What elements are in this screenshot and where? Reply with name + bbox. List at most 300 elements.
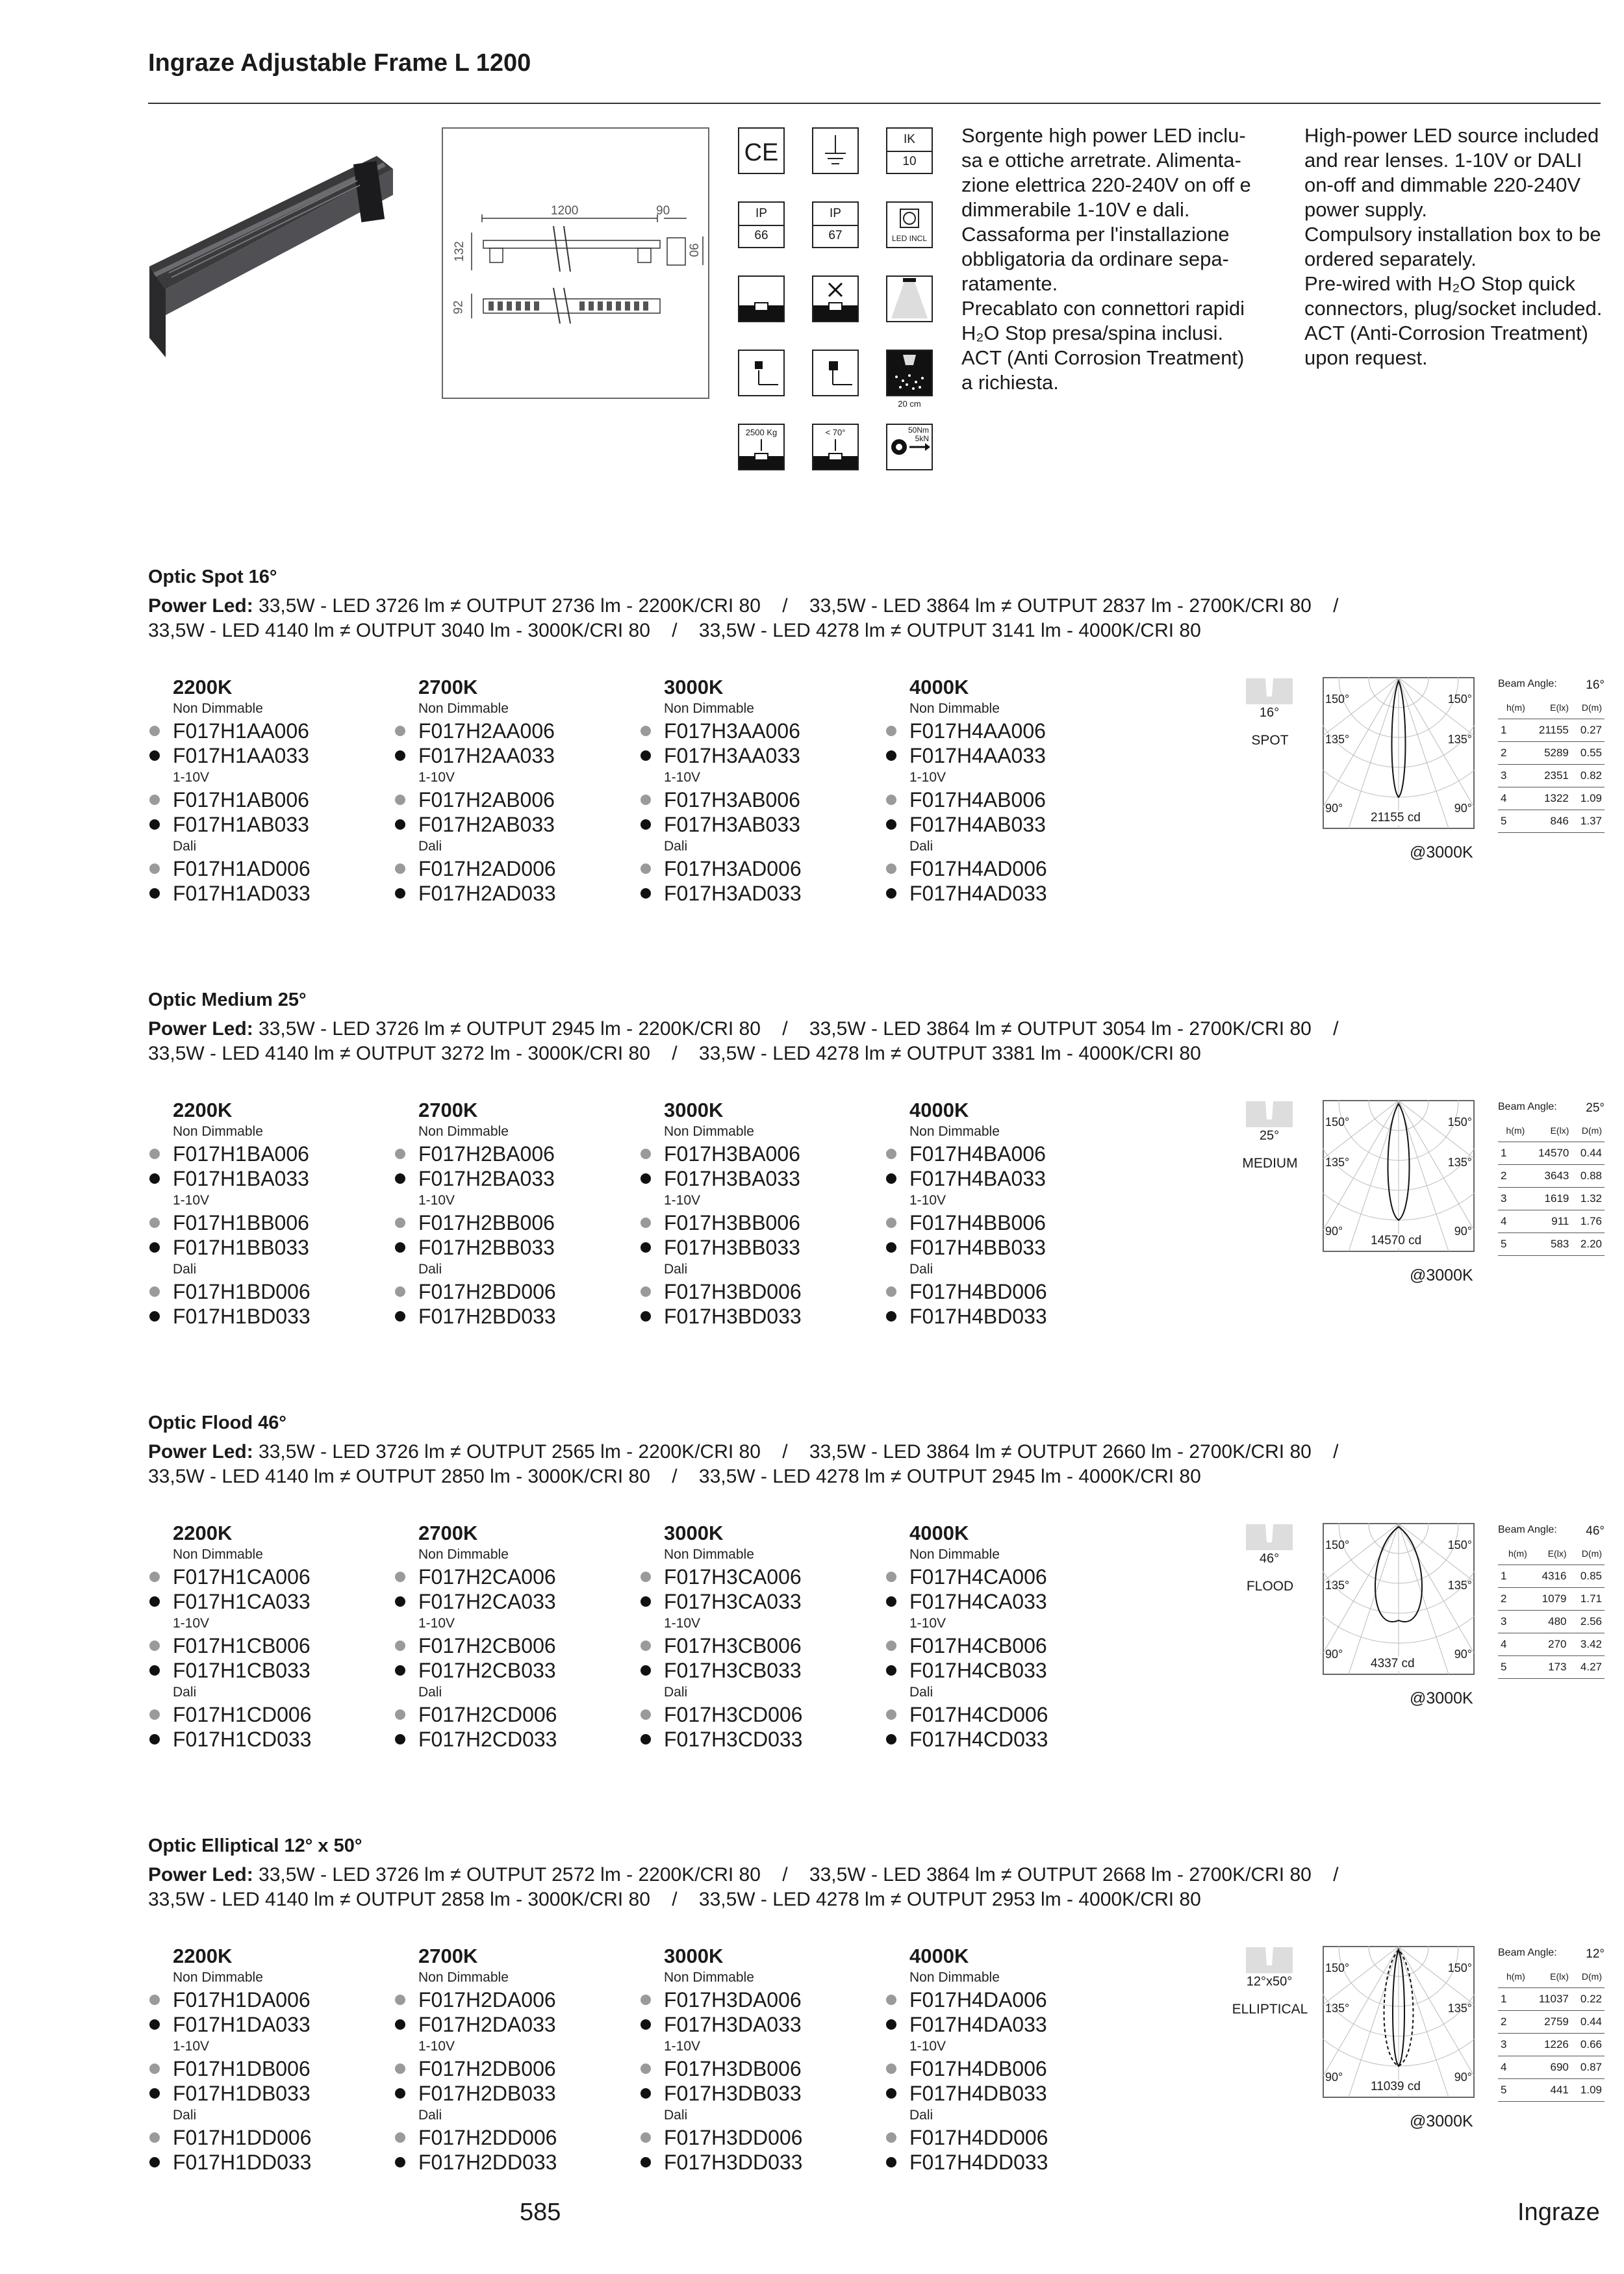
dimming-type: Dali: [418, 839, 442, 854]
grey-finish-dot-icon: [149, 863, 160, 874]
product-code-row: [885, 719, 1125, 743]
black-finish-dot-icon: [149, 1734, 160, 1744]
beam-table-cell: 3: [1498, 2034, 1528, 2056]
grey-finish-dot-icon: [886, 1641, 896, 1651]
beam-table: [1498, 1542, 1605, 1679]
product-code-row: [148, 1166, 388, 1191]
product-code-row: [394, 1210, 634, 1235]
grey-finish-dot-icon: [149, 726, 160, 736]
product-code: F017H3BA033: [664, 1167, 800, 1190]
beam-table-header-cell: E(lx): [1530, 1542, 1569, 1565]
beam-table-header: [1498, 678, 1605, 693]
product-code-row: [639, 1166, 880, 1191]
product-code-row: [639, 1987, 880, 2012]
beam-table-cell: 3: [1498, 1611, 1530, 1633]
product-code: F017H2CD006: [418, 1703, 557, 1726]
black-finish-dot-icon: [149, 1311, 160, 1322]
angle-150-left: 150°: [1325, 1961, 1350, 1974]
color-temp-reference: @3000K: [1410, 1689, 1473, 1707]
product-code-row: [148, 743, 388, 768]
beam-table-cell: 0.88: [1571, 1165, 1605, 1188]
angle-135-left: 135°: [1325, 733, 1350, 746]
product-code: F017H3AB033: [664, 813, 800, 836]
product-code: F017H4BA033: [909, 1167, 1046, 1190]
description-line: Pre-wired with H₂O Stop quick: [1304, 272, 1575, 295]
beam-table-cell: 2: [1498, 2011, 1528, 2034]
grey-finish-dot-icon: [395, 726, 405, 736]
product-code-row: [394, 2125, 634, 2150]
description-line: dimmerabile 1-10V e dali.: [961, 198, 1190, 221]
beam-table-cell: 480: [1530, 1611, 1569, 1633]
beam-table-cell: 2: [1498, 1165, 1527, 1188]
product-code-row: [639, 2125, 880, 2150]
product-code-row: [639, 1727, 880, 1752]
beam-table-cell: 14570: [1527, 1142, 1571, 1165]
product-code-row: [148, 2125, 388, 2150]
beam-table-cell: 0.44: [1571, 1142, 1605, 1165]
grey-finish-dot-icon: [886, 1995, 896, 2005]
product-code: F017H3AB006: [664, 788, 800, 811]
description-line: ACT (Anti Corrosion Treatment): [961, 346, 1245, 369]
dimming-type: Dali: [664, 2108, 688, 2123]
beam-table-cell: 4: [1498, 2056, 1528, 2079]
black-finish-dot-icon: [641, 2157, 651, 2167]
angle-150-left: 150°: [1325, 1539, 1350, 1552]
dimming-type: Non Dimmable: [173, 1970, 263, 1985]
recessed-install-icon: [738, 275, 785, 322]
beam-table-cell: 0.55: [1571, 742, 1605, 765]
grey-finish-dot-icon: [395, 1149, 405, 1159]
color-temperature: 2700K: [418, 676, 478, 698]
product-code: F017H1DD006: [173, 2126, 312, 2149]
angle-90-left: 90°: [1325, 1225, 1343, 1238]
product-code: F017H3AA006: [664, 719, 800, 743]
product-code: F017H4AD033: [909, 882, 1047, 905]
beam-data-table: [1498, 678, 1605, 833]
beam-table-head-row: [1498, 696, 1605, 719]
black-finish-dot-icon: [641, 1173, 651, 1184]
dimming-type: Dali: [664, 839, 688, 854]
beam-table-header: [1498, 1947, 1605, 1961]
product-code-row: [639, 1633, 880, 1658]
black-finish-dot-icon: [886, 1173, 896, 1184]
beam-table-cell: 0.82: [1571, 765, 1605, 787]
beam-table-cell: 1: [1498, 1565, 1530, 1588]
power-label: Power Led:: [148, 1018, 253, 1040]
black-finish-dot-icon: [886, 1311, 896, 1322]
dimming-type: 1-10V: [909, 770, 946, 785]
product-code-column: [885, 1522, 1125, 1752]
dimming-type: 1-10V: [909, 1193, 946, 1208]
grey-finish-dot-icon: [149, 1709, 160, 1720]
color-temperature: 4000K: [909, 676, 969, 698]
product-code-row: [394, 1702, 634, 1727]
surface-temperature-icon: < 70°: [812, 424, 859, 470]
product-code: F017H3DA006: [664, 1988, 802, 2012]
grey-finish-dot-icon: [149, 1286, 160, 1297]
product-code-row: [148, 1565, 388, 1589]
description-line: Compulsory installation box to be: [1304, 223, 1601, 246]
beam-table-cell: 4: [1498, 1633, 1530, 1656]
product-code-column: [639, 1945, 880, 2175]
dimming-type: 1-10V: [909, 1616, 946, 1631]
black-finish-dot-icon: [395, 1173, 405, 1184]
product-code: F017H2BB006: [418, 1211, 555, 1234]
product-code-column: [639, 1522, 880, 1752]
product-code-row: [394, 1235, 634, 1260]
product-code-row: [148, 856, 388, 881]
color-temperature: 2700K: [418, 1945, 478, 1967]
product-code: F017H3DD006: [664, 2126, 803, 2149]
angle-90-left: 90°: [1325, 1648, 1343, 1661]
black-finish-dot-icon: [149, 1173, 160, 1184]
beam-table-cell: 3643: [1527, 1165, 1571, 1188]
product-code-row: [148, 2081, 388, 2106]
description-line: a richiesta.: [961, 371, 1059, 394]
beam-table-cell: 5: [1498, 2079, 1528, 2102]
beam-table-cell: 0.22: [1571, 1988, 1605, 2011]
grey-finish-dot-icon: [395, 2063, 405, 2074]
power-led-spec: [148, 1863, 1610, 1912]
product-code-column: [394, 1099, 634, 1329]
product-code: F017H3DD033: [664, 2151, 803, 2174]
grey-finish-dot-icon: [641, 726, 651, 736]
description-line: Cassaforma per l'installazione: [961, 223, 1230, 246]
ce-mark-icon: CE: [738, 127, 785, 174]
product-code: F017H4BD006: [909, 1280, 1047, 1303]
black-finish-dot-icon: [395, 1734, 405, 1744]
ip66-rating-icon: IP 66: [738, 201, 785, 248]
description-line: High-power LED source included: [1304, 124, 1599, 147]
beam-data-table: [1498, 1947, 1605, 2102]
peak-intensity-label: 14570 cd: [1371, 1234, 1422, 1247]
product-code-row: [885, 2012, 1125, 2037]
dimming-type: Non Dimmable: [418, 1547, 509, 1562]
angle-150-right: 150°: [1447, 1961, 1472, 1974]
grey-finish-dot-icon: [149, 795, 160, 805]
product-code-row: [148, 2056, 388, 2081]
product-code: F017H4AD006: [909, 857, 1047, 880]
angle-90-right: 90°: [1454, 1225, 1472, 1238]
dimming-type: 1-10V: [173, 770, 210, 785]
dimming-type: Dali: [909, 839, 933, 854]
beam-angle-value: 16°: [1586, 678, 1605, 692]
product-code-row: [394, 1658, 634, 1683]
ip67-rating-icon: IP 67: [812, 201, 859, 248]
grey-finish-dot-icon: [149, 1218, 160, 1228]
product-code: F017H4CD033: [909, 1728, 1048, 1751]
beam-table: [1498, 696, 1605, 833]
product-code-row: [394, 743, 634, 768]
dimming-type: Non Dimmable: [418, 1124, 509, 1139]
product-code: F017H1AB006: [173, 788, 309, 811]
product-code: F017H4DA033: [909, 2013, 1047, 2036]
product-code: F017H1DA033: [173, 2013, 311, 2036]
product-code: F017H2AA033: [418, 744, 555, 767]
product-code: F017H4CA006: [909, 1565, 1047, 1589]
dimming-type: 1-10V: [173, 1616, 210, 1631]
angle-150-right: 150°: [1447, 1539, 1472, 1552]
color-temperature: 2700K: [418, 1522, 478, 1544]
beam-table-row: [1498, 1165, 1605, 1188]
beam-table-cell: 0.66: [1571, 2034, 1605, 2056]
angle-90-right: 90°: [1454, 802, 1472, 815]
power-line-1-text: 33,5W - LED 3726 lm ≠ OUTPUT 2565 lm - 2200K/CRI 80 / 33,5W - LED 3864 lm ≠ OUTPUT 2660 lm - 2700K/CRI 80 /: [253, 1441, 1339, 1463]
beam-table-cell: 5: [1498, 1656, 1530, 1679]
angle-150-left: 150°: [1325, 1116, 1350, 1129]
product-code-row: [148, 1142, 388, 1166]
beam-table-cell: 1: [1498, 1988, 1528, 2011]
page-title: Ingraze Adjustable Frame L 1200: [148, 49, 531, 77]
grey-finish-dot-icon: [395, 1641, 405, 1651]
grey-finish-dot-icon: [886, 2063, 896, 2074]
product-code-row: [885, 1727, 1125, 1752]
beam-table-cell: 2.20: [1571, 1233, 1605, 1256]
description-line: ordered separately.: [1304, 248, 1477, 270]
beam-table-row: [1498, 2056, 1605, 2079]
product-code: F017H2DB033: [418, 2082, 556, 2105]
product-code-row: [885, 1304, 1125, 1329]
grey-finish-dot-icon: [886, 1149, 896, 1159]
product-image: [143, 143, 403, 357]
beam-angle-value: 46°: [1586, 1524, 1605, 1538]
product-code-row: [639, 2056, 880, 2081]
grey-finish-dot-icon: [395, 1995, 405, 2005]
black-finish-dot-icon: [149, 1242, 160, 1253]
dimming-type: Dali: [418, 1685, 442, 1700]
black-finish-dot-icon: [641, 819, 651, 830]
power-line-2: 33,5W - LED 4140 lm ≠ OUTPUT 2858 lm - 3000K/CRI 80 / 33,5W - LED 4278 lm ≠ OUTPUT 2953 lm - 4000K/CRI 80: [148, 1889, 1201, 1910]
dimming-type: Non Dimmable: [664, 1124, 754, 1139]
dimming-type: Dali: [664, 1685, 688, 1700]
beam-table-cell: 0.85: [1569, 1565, 1605, 1588]
beam-table-row: [1498, 1188, 1605, 1210]
black-finish-dot-icon: [395, 819, 405, 830]
product-code: F017H1CD006: [173, 1703, 312, 1726]
product-code-row: [885, 2081, 1125, 2106]
beam-table-header-cell: h(m): [1498, 696, 1528, 719]
product-code: F017H4DB006: [909, 2057, 1047, 2080]
product-code-row: [885, 2056, 1125, 2081]
product-code-row: [394, 1589, 634, 1614]
product-code: F017H2DA006: [418, 1988, 556, 2012]
beam-table-cell: 3.42: [1569, 1633, 1605, 1656]
product-code-row: [885, 1702, 1125, 1727]
dimming-type: Non Dimmable: [418, 701, 509, 716]
grey-finish-dot-icon: [149, 1995, 160, 2005]
peak-intensity-label: 4337 cd: [1371, 1657, 1415, 1670]
product-code: F017H1BA006: [173, 1142, 309, 1166]
power-line-1: [148, 1017, 1610, 1041]
product-code-row: [394, 856, 634, 881]
product-code-column: [885, 676, 1125, 906]
product-code: F017H1CA033: [173, 1590, 311, 1613]
dimming-type: 1-10V: [173, 1193, 210, 1208]
product-code-row: [148, 1987, 388, 2012]
dimming-type: Non Dimmable: [173, 1124, 263, 1139]
product-code: F017H4DD033: [909, 2151, 1048, 2174]
beam-angle-label: 25°: [1259, 1129, 1280, 1143]
beam-table-cell: 3: [1498, 765, 1528, 787]
black-finish-dot-icon: [641, 2088, 651, 2099]
grey-finish-dot-icon: [641, 2063, 651, 2074]
beam-table-cell: 1322: [1528, 787, 1571, 810]
no-cover-install-icon: [812, 275, 859, 322]
black-finish-dot-icon: [886, 2019, 896, 2030]
black-finish-dot-icon: [886, 1242, 896, 1253]
beam-table-cell: 1226: [1528, 2034, 1571, 2056]
product-code-row: [639, 743, 880, 768]
product-code-row: [148, 787, 388, 812]
beam-table-header-cell: E(lx): [1527, 1119, 1571, 1142]
dimension-drawing: [443, 129, 708, 398]
grey-finish-dot-icon: [641, 1995, 651, 2005]
description-line: Sorgente high power LED inclu-: [961, 124, 1246, 147]
beam-table-cell: 2: [1498, 1588, 1530, 1611]
black-finish-dot-icon: [641, 1242, 651, 1253]
product-code-row: [394, 1166, 634, 1191]
title-divider: [148, 103, 1601, 104]
grey-finish-dot-icon: [149, 2132, 160, 2143]
black-finish-dot-icon: [149, 888, 160, 899]
product-code: F017H4AA033: [909, 744, 1046, 767]
dimming-type: Non Dimmable: [664, 1547, 754, 1562]
grey-finish-dot-icon: [641, 795, 651, 805]
beam-table-cell: 1: [1498, 1142, 1527, 1165]
product-code-row: [639, 1142, 880, 1166]
product-code: F017H4DD006: [909, 2126, 1048, 2149]
beam-table-header-cell: E(lx): [1528, 696, 1571, 719]
product-code: F017H2AB006: [418, 788, 555, 811]
beam-table-cell: 4: [1498, 787, 1528, 810]
beam-table-header-cell: E(lx): [1528, 1965, 1571, 1988]
color-temp-reference: @3000K: [1410, 843, 1473, 862]
black-finish-dot-icon: [641, 1311, 651, 1322]
walkover-distance-icon: [886, 350, 933, 396]
beam-angle-title: Beam Angle:: [1498, 1101, 1557, 1112]
beam-data-table: [1498, 1524, 1605, 1679]
product-code-row: [639, 881, 880, 906]
grey-finish-dot-icon: [886, 1709, 896, 1720]
product-code-row: [148, 1702, 388, 1727]
beam-table-row: [1498, 1210, 1605, 1233]
angle-150-left: 150°: [1325, 693, 1350, 706]
dimming-type: Dali: [173, 1685, 197, 1700]
black-finish-dot-icon: [395, 1242, 405, 1253]
product-code-row: [148, 719, 388, 743]
product-code-column: [394, 676, 634, 906]
beam-angle-icon: [1246, 1101, 1293, 1148]
dimming-type: Dali: [173, 2108, 197, 2123]
beam-table: [1498, 1965, 1605, 2102]
beam-table-cell: 846: [1528, 810, 1571, 833]
product-code-row: [148, 2012, 388, 2037]
product-code: F017H2DD033: [418, 2151, 557, 2174]
product-code-row: [885, 1142, 1125, 1166]
beam-type-label: FLOOD: [1246, 1579, 1294, 1594]
product-code: F017H1DD033: [173, 2151, 312, 2174]
grey-finish-dot-icon: [395, 1709, 405, 1720]
product-code: F017H4BB033: [909, 1236, 1046, 1259]
beam-table-cell: 4: [1498, 1210, 1527, 1233]
product-code: F017H3BD006: [664, 1280, 802, 1303]
product-code-row: [394, 2056, 634, 2081]
peak-intensity-label: 21155 cd: [1371, 811, 1421, 824]
product-code-row: [885, 1589, 1125, 1614]
grey-finish-dot-icon: [886, 1218, 896, 1228]
angle-135-right: 135°: [1447, 1156, 1472, 1169]
grey-finish-dot-icon: [641, 1641, 651, 1651]
ground-symbol-icon: [812, 127, 859, 174]
product-code: F017H3AD033: [664, 882, 802, 905]
product-code: F017H1CB006: [173, 1634, 311, 1657]
grey-finish-dot-icon: [641, 1218, 651, 1228]
grey-finish-dot-icon: [395, 1572, 405, 1582]
dimming-type: Dali: [418, 1262, 442, 1277]
power-led-spec: [148, 1017, 1610, 1066]
product-code-row: [639, 2081, 880, 2106]
beam-angle-value: 25°: [1586, 1101, 1605, 1115]
beam-table-row: [1498, 1233, 1605, 1256]
product-code-row: [394, 812, 634, 837]
product-code: F017H1BB033: [173, 1236, 309, 1259]
power-line-1: [148, 1440, 1610, 1464]
product-code-row: [639, 1589, 880, 1614]
product-code-row: [639, 1565, 880, 1589]
angle-135-left: 135°: [1325, 1579, 1350, 1592]
description-line: sa e ottiche arretrate. Alimenta-: [961, 149, 1241, 172]
power-line-2: 33,5W - LED 4140 lm ≠ OUTPUT 3272 lm - 3000K/CRI 80 / 33,5W - LED 4278 lm ≠ OUTPUT 3381 lm - 4000K/CRI 80: [148, 1043, 1201, 1064]
power-label: Power Led:: [148, 1864, 253, 1885]
product-code: F017H3CA033: [664, 1590, 802, 1613]
product-code-row: [639, 1235, 880, 1260]
black-finish-dot-icon: [395, 1311, 405, 1322]
beam-angle-label: 46°: [1259, 1552, 1280, 1566]
light-direction-icon: [886, 275, 933, 322]
product-code: F017H4AA006: [909, 719, 1046, 743]
product-code-row: [394, 1279, 634, 1304]
product-code: F017H4CB033: [909, 1659, 1047, 1682]
product-code-row: [394, 881, 634, 906]
product-code-row: [639, 1210, 880, 1235]
beam-table-cell: 3: [1498, 1188, 1527, 1210]
beam-table-header-cell: h(m): [1498, 1965, 1528, 1988]
product-code: F017H1CB033: [173, 1659, 311, 1682]
product-code-row: [885, 2150, 1125, 2175]
product-code: F017H3CA006: [664, 1565, 802, 1589]
product-code: F017H1BB006: [173, 1211, 309, 1234]
black-finish-dot-icon: [395, 750, 405, 761]
description-line: H₂O Stop presa/spina inclusi.: [961, 322, 1224, 344]
product-code-row: [885, 812, 1125, 837]
dimming-type: 1-10V: [664, 1193, 701, 1208]
dimming-type: Non Dimmable: [664, 1970, 754, 1985]
beam-table-cell: 441: [1528, 2079, 1571, 2102]
black-finish-dot-icon: [641, 2019, 651, 2030]
power-line-1: [148, 1863, 1610, 1887]
black-finish-dot-icon: [886, 2157, 896, 2167]
wall-mount-icon: [738, 350, 785, 396]
dimming-type: 1-10V: [418, 1616, 455, 1631]
beam-table-cell: 2759: [1528, 2011, 1571, 2034]
power-line-1-text: 33,5W - LED 3726 lm ≠ OUTPUT 2572 lm - 2200K/CRI 80 / 33,5W - LED 3864 lm ≠ OUTPUT 2668 lm - 2700K/CRI 80 /: [253, 1864, 1339, 1885]
product-code: F017H3DB033: [664, 2082, 802, 2105]
dim-height-b: 92: [451, 300, 466, 314]
product-code-row: [639, 787, 880, 812]
product-code-row: [148, 1279, 388, 1304]
product-code: F017H1DA006: [173, 1988, 311, 2012]
beam-table: [1498, 1119, 1605, 1256]
